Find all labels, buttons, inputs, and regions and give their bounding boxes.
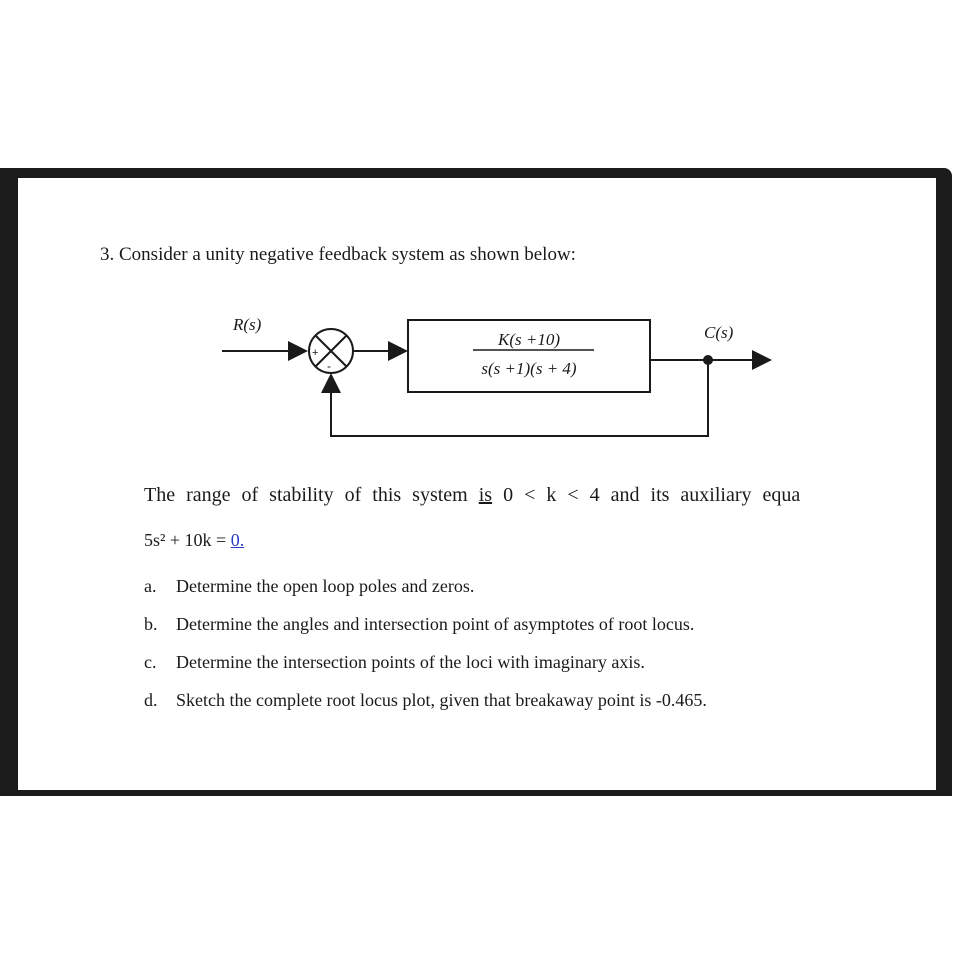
aux-equation-zero: 0. xyxy=(230,530,245,550)
statement-text-before: The range of stability of this system xyxy=(144,484,468,506)
output-label: C(s) xyxy=(704,323,734,342)
tf-numerator: K(s +10) xyxy=(498,330,560,349)
aux-equation-lhs: 5s² + 10k = xyxy=(144,530,231,550)
minus-sign: - xyxy=(327,359,331,373)
stability-range: 0 < k < 4 xyxy=(503,484,600,506)
question-items xyxy=(144,574,707,726)
document-page xyxy=(18,178,936,790)
stability-statement xyxy=(144,484,800,507)
tf-denominator: s(s +1)(s + 4) xyxy=(481,359,577,378)
list-item: a. Determine the open loop poles and zeros. xyxy=(144,576,475,596)
list-item: c. Determine the intersection points of the loci with imaginary axis. xyxy=(144,652,645,672)
statement-is-word: is xyxy=(478,484,493,506)
list-item: b. Determine the angles and intersection point of asymptotes of root locus. xyxy=(144,614,695,634)
input-label: R(s) xyxy=(233,315,262,334)
auxiliary-equation xyxy=(144,530,244,551)
statement-text-after: and its auxiliary equa xyxy=(610,484,801,506)
list-item: d. Sketch the complete root locus plot, given that breakaway point is -0.465. xyxy=(144,690,707,710)
plus-sign: + xyxy=(312,347,319,359)
block-diagram xyxy=(18,178,936,478)
question-title: 3. Consider a unity negative feedback system as shown below: xyxy=(100,244,576,265)
